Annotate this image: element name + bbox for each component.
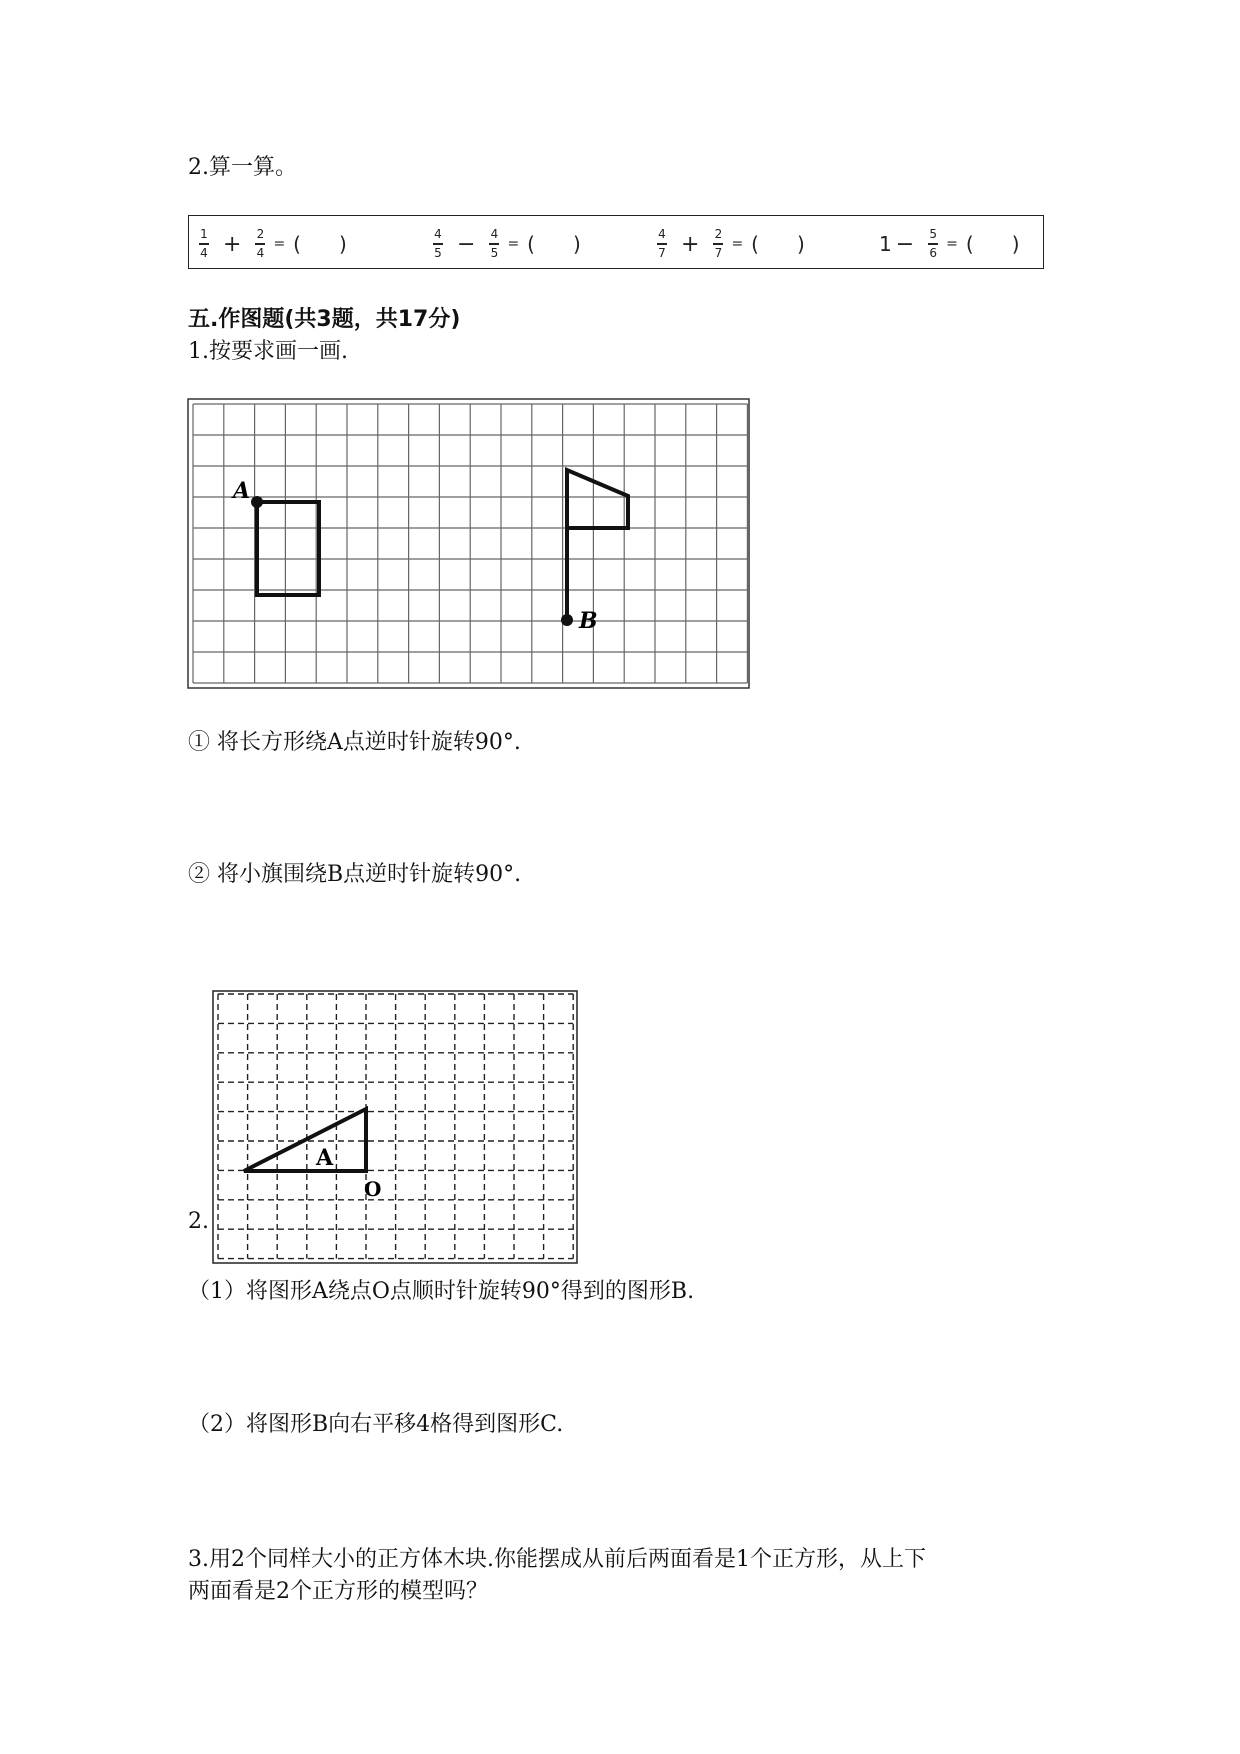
- question-number: 2.: [188, 1209, 209, 1234]
- operator: −: [457, 231, 476, 257]
- calc-item-4: [879, 224, 1024, 264]
- task-text: （2）将图形B向右平移4格得到图形C.: [188, 1412, 564, 1437]
- grid-figure-2: [212, 990, 580, 1266]
- section-heading: 五.作图题(共3题，共17分): [188, 307, 461, 332]
- fraction: $\frac{4}{5}$: [490, 227, 499, 260]
- operator: −: [895, 231, 915, 257]
- fraction: $\frac{2}{4}$: [256, 227, 265, 260]
- equals-sign: =: [731, 236, 744, 252]
- question-title: 2.算一算。: [188, 155, 297, 180]
- fraction: $\frac{1}{4}$: [200, 227, 208, 260]
- operator: +: [223, 231, 242, 257]
- point-a-dot: [251, 496, 263, 508]
- task-text: （1）将图形A绕点O点顺时针旋转90°得到的图形B.: [188, 1279, 695, 1304]
- fraction: $\frac{2}{7}$: [714, 227, 723, 260]
- point-b-dot: [561, 614, 573, 626]
- fraction: $\frac{5}{6}$: [929, 227, 937, 260]
- point-o-label: O: [364, 1177, 382, 1201]
- calc-item-1: [195, 224, 351, 264]
- answer-blank[interactable]: ( ): [751, 232, 805, 256]
- task-text: ② 将小旗围绕B点逆时针旋转90°.: [188, 862, 522, 887]
- question-text-line2: 两面看是2个正方形的模型吗？: [188, 1579, 488, 1604]
- question-text-line1: 3.用2个同样大小的正方体木块.你能摆成从前后两面看是1个正方形，从上下: [188, 1547, 926, 1572]
- question-title: 1.按要求画一画.: [188, 339, 348, 364]
- fraction: $\frac{4}{7}$: [658, 227, 666, 260]
- point-b-label: B: [579, 608, 598, 634]
- equals-sign: =: [273, 236, 286, 252]
- answer-blank[interactable]: ( ): [527, 232, 581, 256]
- whole-number: 1: [879, 232, 892, 256]
- point-a-label: A: [233, 478, 251, 504]
- calc-item-2: [429, 224, 585, 264]
- task-text: ① 将长方形绕A点逆时针旋转90°.: [188, 730, 521, 755]
- equals-sign: =: [946, 236, 958, 252]
- calc-item-3: [653, 224, 809, 264]
- calculation-box: [188, 215, 1044, 269]
- equals-sign: =: [507, 236, 520, 252]
- operator: +: [681, 231, 700, 257]
- grid-figure-1: [187, 398, 751, 690]
- answer-blank[interactable]: ( ): [965, 232, 1020, 256]
- grid-outer-border: [188, 399, 749, 688]
- answer-blank[interactable]: ( ): [293, 232, 347, 256]
- fraction: $\frac{4}{5}$: [434, 227, 442, 260]
- shape-a-label: A: [316, 1145, 334, 1171]
